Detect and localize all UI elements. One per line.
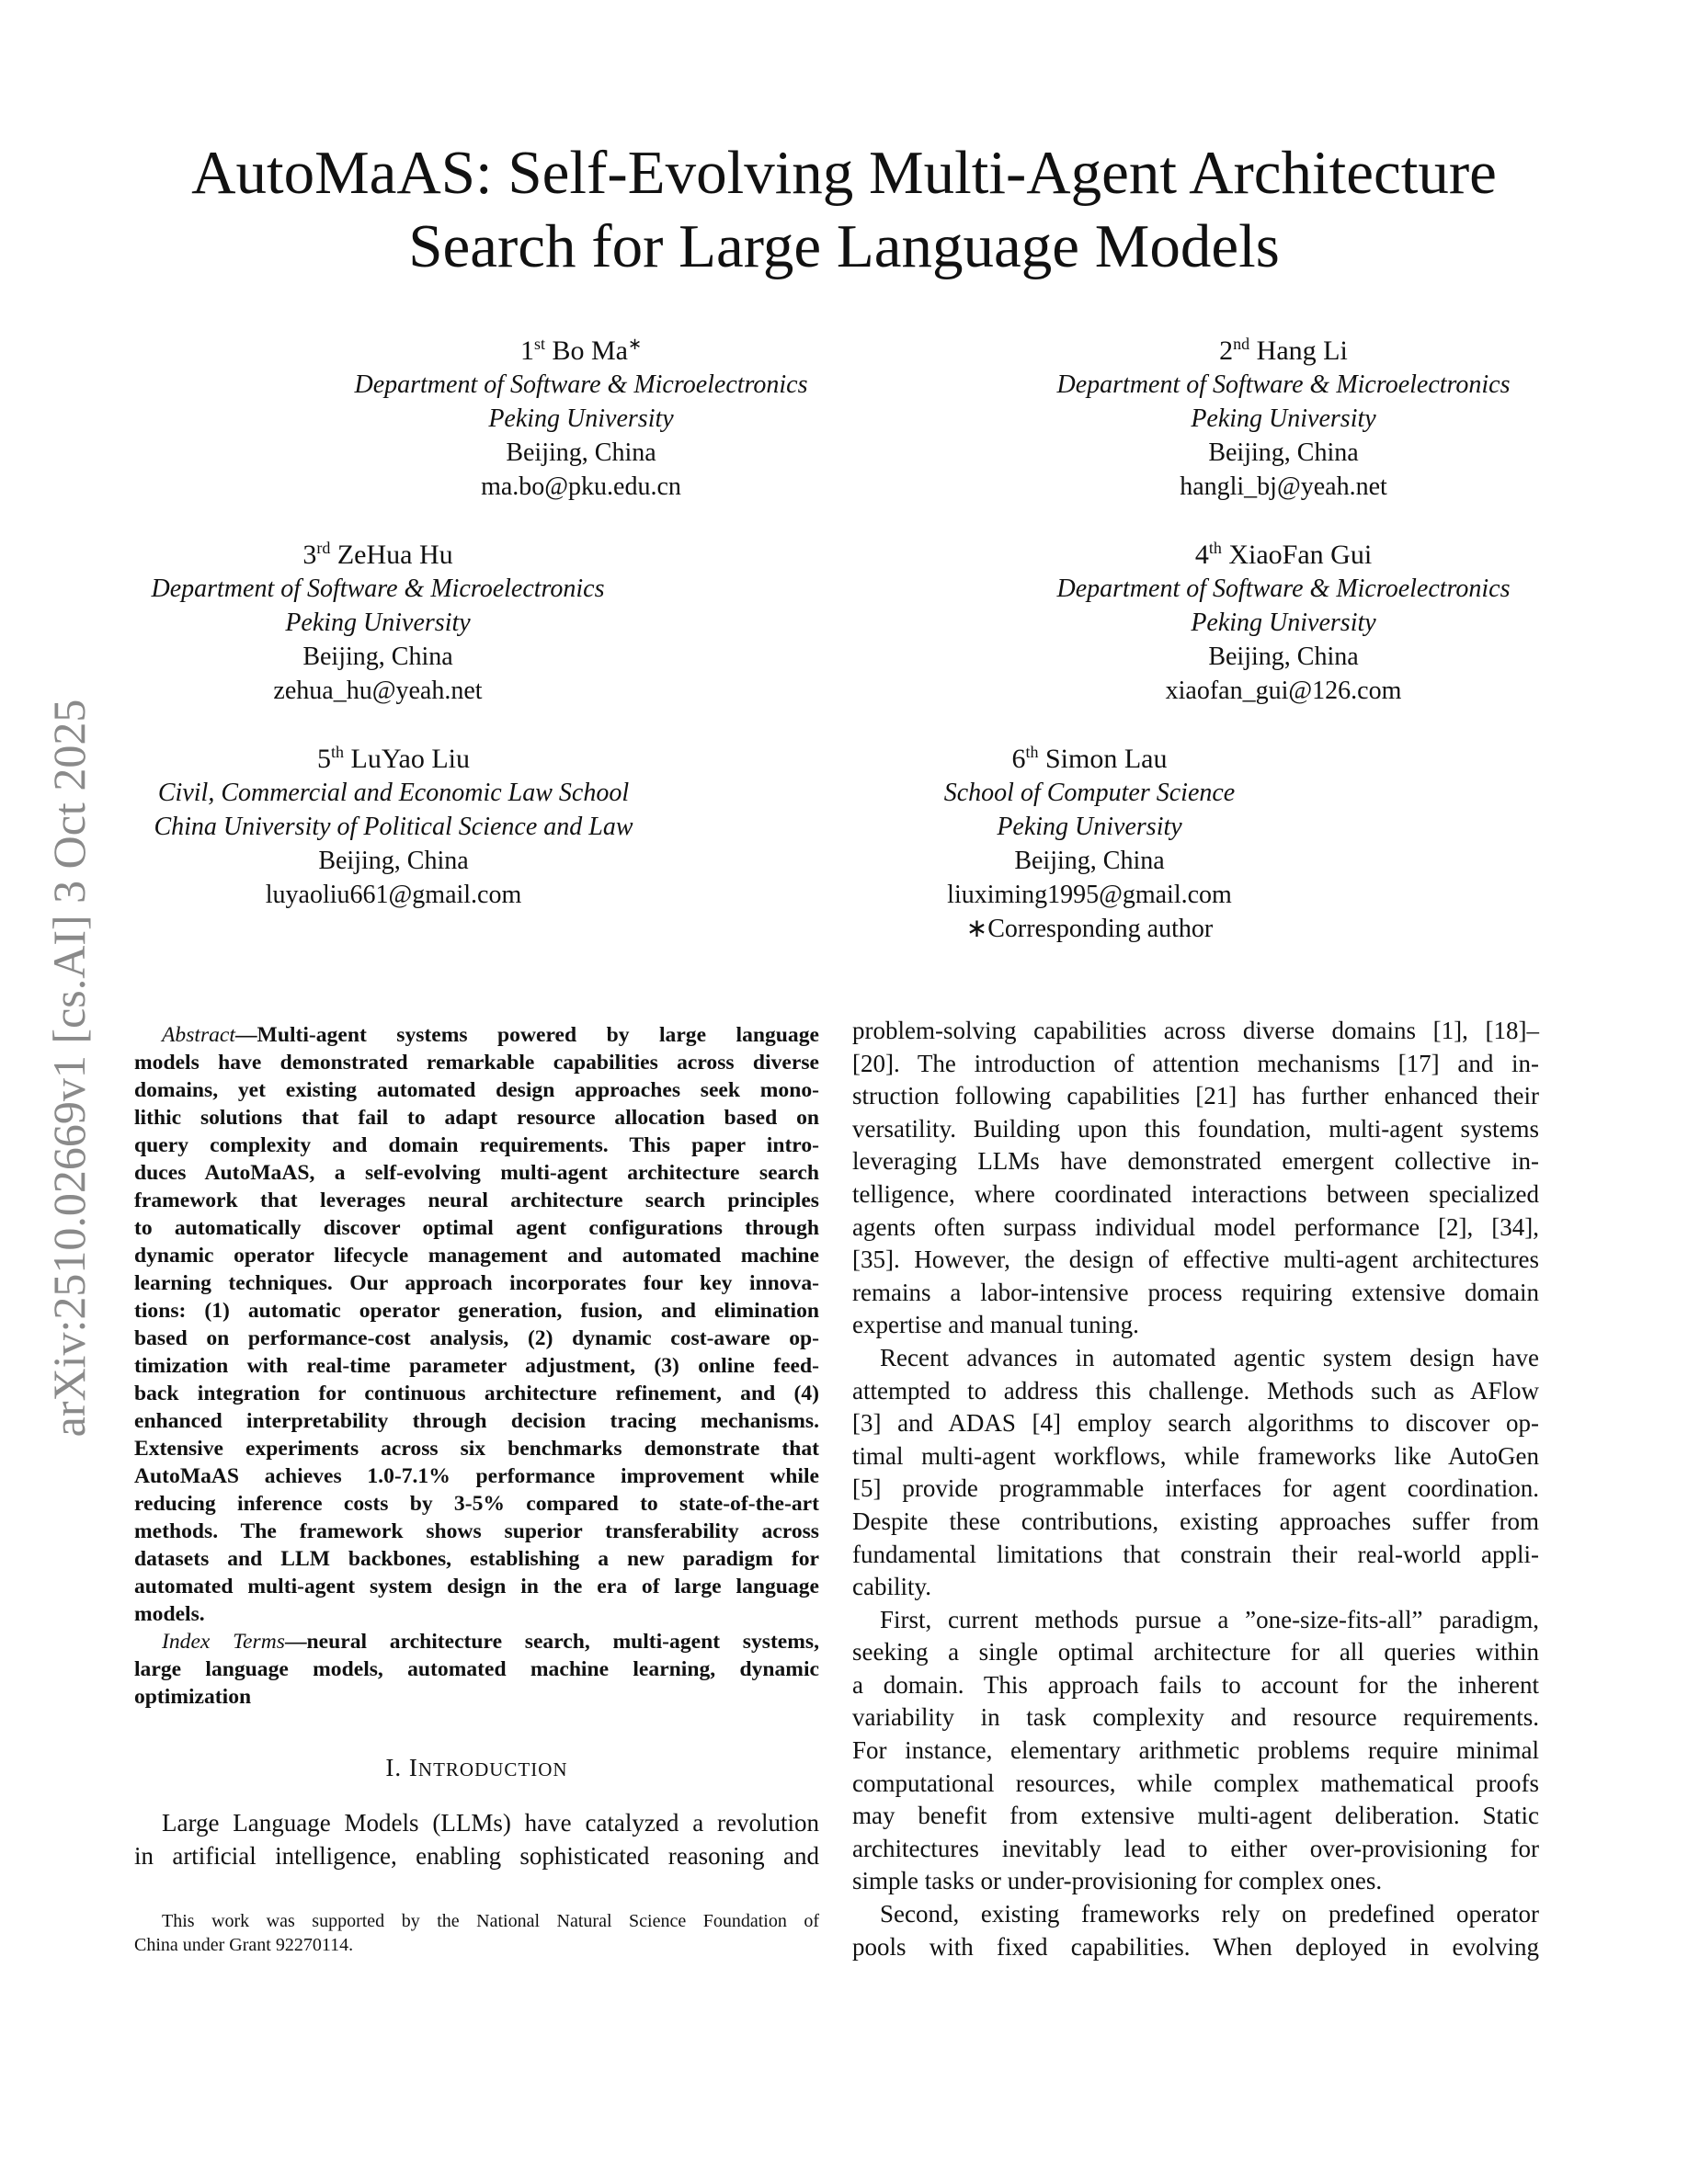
author-ordinal: 4: [1194, 540, 1209, 570]
text-line: [134, 1600, 819, 1628]
text-line: [852, 1048, 1539, 1081]
line-text: [20]. The introduction of attention mechanisms [17] and in-: [852, 1049, 1539, 1077]
author-location: Beijing, China: [1014, 847, 1165, 875]
line-text: domains, yet existing automated design approaches seek mono-: [134, 1078, 819, 1102]
author-ordinal-suffix: nd: [1233, 335, 1250, 353]
text-line: [134, 1407, 819, 1435]
line-text: Recent advances in automated agentic system design have: [880, 1343, 1539, 1371]
text-line: [134, 1104, 819, 1132]
text-line: [852, 1636, 1539, 1669]
line-text: methods. The framework shows superior transferability across: [134, 1519, 819, 1543]
text-line: [134, 1909, 819, 1933]
line-text: remains a labor-intensive process requiring extensive domain: [852, 1278, 1539, 1306]
author-ordinal-suffix: th: [331, 743, 345, 761]
line-text: leveraging LLMs have demonstrated emergent collective in-: [852, 1147, 1539, 1176]
line-text: expertise and manual tuning.: [852, 1311, 1139, 1339]
text-line: [852, 1080, 1539, 1113]
author-card: [795, 735, 1384, 946]
author-name-text: ZeHua Hu: [336, 540, 453, 570]
line-text: First, current methods pursue a ”one-size-fits-all” paradigm,: [880, 1605, 1539, 1633]
text-line: [852, 1735, 1539, 1768]
text-line: [852, 1865, 1539, 1898]
text-line: [852, 1701, 1539, 1735]
text-line: [134, 1933, 819, 1957]
author-card: [99, 735, 688, 912]
author-card: [287, 327, 875, 504]
line-text: variability in task complexity and resource requirements.: [852, 1703, 1539, 1732]
text-line: [134, 1545, 819, 1573]
line-text: models.: [134, 1602, 205, 1626]
text-line: [852, 1898, 1539, 1931]
section-title-rest: NTRODUCTION: [417, 1758, 568, 1780]
line-text: to automatically discover optimal agent configurations through: [134, 1216, 819, 1240]
line-text: models have demonstrated remarkable capabilities across diverse: [134, 1051, 819, 1075]
author-institution: Peking University: [488, 404, 674, 433]
author-department: Department of Software & Microelectronics: [1056, 370, 1511, 399]
line-text: Extensive experiments across six benchmarks demonstrate that: [134, 1437, 819, 1461]
author-ordinal: 5: [317, 744, 331, 774]
text-line: [134, 1435, 819, 1462]
author-institution: Peking University: [285, 609, 471, 637]
line-text: Second, existing frameworks rely on predefined operator: [880, 1900, 1539, 1928]
text-line: [852, 1113, 1539, 1146]
text-line: [852, 1931, 1539, 1964]
text-line: [852, 1277, 1539, 1310]
author-ordinal-suffix: st: [533, 335, 545, 353]
line-text: simple tasks or under-provisioning for complex ones.: [852, 1867, 1383, 1895]
author-email: xiaofan_gui@126.com: [1165, 677, 1402, 705]
line-text: learning techniques. Our approach incorporates four key innova-: [134, 1271, 819, 1295]
author-card: [84, 531, 672, 708]
author-location: Beijing, China: [1208, 438, 1359, 467]
author-name: [989, 327, 1578, 368]
text-line: [134, 1297, 819, 1325]
author-department: Department of Software & Microelectronics: [151, 574, 605, 603]
text-line: [134, 1628, 819, 1655]
text-line: [134, 1518, 819, 1545]
line-text: China under Grant 92270114.: [134, 1935, 354, 1955]
text-line: [134, 1325, 819, 1352]
line-text: struction following capabilities [21] has further enhanced their: [852, 1082, 1539, 1110]
line-text: —Multi-agent systems powered by large language: [234, 1023, 819, 1047]
arxiv-stamp: arXiv:2510.02669v1 [cs.AI] 3 Oct 2025: [43, 699, 95, 1438]
line-text: [3] and ADAS [4] employ search algorithms to discover op-: [852, 1409, 1539, 1438]
line-text: timization with real-time parameter adjustment, (3) online feed-: [134, 1354, 819, 1378]
text-line: [852, 1539, 1539, 1572]
line-text: problem-solving capabilities across diverse domains [1], [18]–: [852, 1017, 1539, 1044]
text-line: [134, 1352, 819, 1380]
line-text: attempted to address this challenge. Methods such as AFlow: [852, 1376, 1539, 1405]
text-line: [852, 1375, 1539, 1408]
author-ordinal-suffix: th: [1208, 539, 1222, 557]
text-line: [134, 1462, 819, 1490]
author-ordinal-suffix: th: [1025, 743, 1039, 761]
text-line: [852, 1015, 1539, 1048]
author-department: School of Computer Science: [943, 779, 1236, 807]
paragraph: [852, 1015, 1539, 1342]
text-line: [134, 1683, 819, 1711]
author-location: Beijing, China: [318, 847, 469, 875]
text-line: [134, 1214, 819, 1242]
line-text: —neural architecture search, multi-agent systems,: [284, 1630, 820, 1654]
line-text: This work was supported by the National Natural Science Foundation of: [162, 1911, 819, 1931]
text-line: [852, 1800, 1539, 1833]
text-line: [134, 1187, 819, 1214]
paragraph: [852, 1342, 1539, 1604]
text-line: [852, 1145, 1539, 1178]
footnote: [134, 1909, 819, 1957]
line-text: datasets and LLM backbones, establishing a new paradigm for: [134, 1547, 819, 1571]
author-email: hangli_bj@yeah.net: [1180, 472, 1387, 501]
author-name-text: LuYao Liu: [350, 744, 470, 774]
line-text: reducing inference costs by 3-5% compared to state-of-the-art: [134, 1492, 819, 1516]
line-text: duces AutoMaAS, a self-evolving multi-agent architecture search: [134, 1161, 819, 1185]
text-line: [134, 1159, 819, 1187]
text-line: [852, 1244, 1539, 1277]
line-text: back integration for continuous architecture refinement, and (4): [134, 1382, 819, 1405]
line-text: based on performance-cost analysis, (2) dynamic cost-aware op-: [134, 1326, 819, 1350]
right-column: [852, 1015, 1539, 1963]
text-line: [134, 1807, 819, 1840]
text-line: [852, 1833, 1539, 1866]
text-line: [852, 1211, 1539, 1245]
line-text: tions: (1) automatic operator generation, fusion, and elimination: [134, 1299, 819, 1323]
text-line: [852, 1178, 1539, 1211]
line-text: computational resources, while complex mathematical proofs: [852, 1769, 1539, 1797]
abstract: [134, 1021, 819, 1711]
line-text: Despite these contributions, existing approaches suffer from: [852, 1507, 1539, 1535]
text-line: [134, 1490, 819, 1518]
author-institution: China University of Political Science and Law: [154, 813, 633, 841]
line-text: pools with fixed capabilities. When deployed in evolving: [852, 1932, 1539, 1961]
author-ordinal: 2: [1219, 336, 1234, 366]
text-line: [134, 1076, 819, 1104]
text-line: [852, 1342, 1539, 1375]
author-name-text: XiaoFan Gui: [1228, 540, 1373, 570]
line-text: automated multi-agent system design in the era of large language: [134, 1575, 819, 1598]
text-line: [852, 1407, 1539, 1440]
corresponding-note: ∗Corresponding author: [965, 915, 1214, 943]
paragraph: [852, 1898, 1539, 1963]
author-name-text: Simon Lau: [1045, 744, 1168, 774]
text-line: [134, 1021, 819, 1049]
line-text: optimization: [134, 1685, 252, 1709]
author-name: [84, 531, 672, 572]
text-line: [134, 1573, 819, 1600]
text-line: [134, 1380, 819, 1407]
text-line: [852, 1506, 1539, 1539]
text-line: [852, 1309, 1539, 1342]
text-line: [852, 1473, 1539, 1506]
author-department: Department of Software & Microelectronics: [354, 370, 808, 399]
paragraph: [852, 1604, 1539, 1898]
line-text: Large Language Models (LLMs) have catalyzed a revolution: [162, 1809, 819, 1837]
text-line: [852, 1571, 1539, 1604]
lead-term: Abstract: [162, 1023, 235, 1047]
text-line: [134, 1132, 819, 1159]
lead-term: Index Terms: [162, 1630, 285, 1654]
line-text: timal multi-agent workflows, while frameworks like AutoGen: [852, 1441, 1539, 1470]
line-text: query complexity and domain requirements. This paper intro-: [134, 1133, 819, 1157]
line-text: [5] provide programmable interfaces for agent coordination.: [852, 1474, 1539, 1503]
author-email: luyaoliu661@gmail.com: [265, 881, 522, 909]
line-text: enhanced interpretability through decision tracing mechanisms.: [134, 1409, 819, 1433]
author-institution: Peking University: [1191, 404, 1376, 433]
author-ordinal: 1: [519, 336, 534, 366]
author-name: [287, 327, 875, 368]
text-line: [134, 1655, 819, 1683]
author-ordinal-suffix: rd: [316, 539, 331, 557]
line-text: a domain. This approach fails to account for the inherent: [852, 1670, 1539, 1699]
author-institution: Peking University: [997, 813, 1182, 841]
line-text: dynamic operator lifecycle management and automated machine: [134, 1244, 819, 1268]
author-card: [989, 327, 1578, 504]
title-line: AutoMaAS: Self-Evolving Multi-Agent Architecture: [191, 139, 1497, 207]
author-ordinal: 6: [1011, 744, 1026, 774]
corresponding-mark: ∗: [627, 335, 643, 353]
author-name: [795, 735, 1384, 776]
author-ordinal: 3: [302, 540, 317, 570]
author-name: [99, 735, 688, 776]
text-line: [852, 1604, 1539, 1637]
section-numeral: I.: [385, 1754, 409, 1781]
author-department: Civil, Commercial and Economic Law School: [157, 779, 630, 807]
line-text: may benefit from extensive multi-agent deliberation. Static: [852, 1802, 1539, 1830]
author-card: [989, 531, 1578, 708]
author-department: Department of Software & Microelectronics: [1056, 574, 1511, 603]
line-text: [35]. However, the design of effective multi-agent architectures: [852, 1246, 1539, 1274]
line-text: cability.: [852, 1573, 931, 1601]
paper-title: [0, 136, 1688, 283]
title-line: Search for Large Language Models: [408, 212, 1280, 280]
line-text: versatility. Building upon this foundation, multi-agent systems: [852, 1114, 1539, 1143]
author-email: zehua_hu@yeah.net: [273, 677, 483, 705]
line-text: agents often surpass individual model performance [2], [34],: [852, 1212, 1539, 1241]
author-location: Beijing, China: [1208, 643, 1359, 671]
line-text: telligence, where coordinated interactions between specialized: [852, 1179, 1539, 1208]
text-line: [852, 1440, 1539, 1473]
author-location: Beijing, China: [506, 438, 656, 467]
line-text: For instance, elementary arithmetic problems require minimal: [852, 1736, 1539, 1765]
text-line: [852, 1669, 1539, 1702]
author-location: Beijing, China: [302, 643, 453, 671]
intro-paragraph: [134, 1807, 819, 1872]
text-line: [134, 1269, 819, 1297]
text-line: [134, 1840, 819, 1873]
section-heading-introduction: [134, 1754, 819, 1782]
author-institution: Peking University: [1191, 609, 1376, 637]
author-name-text: Hang Li: [1256, 336, 1348, 366]
line-text: in artificial intelligence, enabling sophisticated reasoning and: [134, 1841, 819, 1870]
line-text: framework that leverages neural architecture search principles: [134, 1189, 819, 1212]
text-line: [134, 1049, 819, 1076]
line-text: fundamental limitations that constrain their real-world appli-: [852, 1540, 1539, 1568]
author-email: ma.bo@pku.edu.cn: [481, 472, 681, 501]
author-name: [989, 531, 1578, 572]
line-text: large language models, automated machine learning, dynamic: [134, 1657, 819, 1681]
line-text: lithic solutions that fail to adapt resource allocation based on: [134, 1106, 819, 1130]
author-name-text: Bo Ma: [552, 336, 628, 366]
text-line: [852, 1768, 1539, 1801]
line-text: architectures inevitably lead to either over-provisioning for: [852, 1834, 1539, 1862]
line-text: seeking a single optimal architecture for all queries within: [852, 1638, 1539, 1666]
author-email: liuximing1995@gmail.com: [947, 881, 1232, 909]
text-line: [134, 1242, 819, 1269]
section-title-initial: I: [408, 1754, 418, 1781]
line-text: AutoMaAS achieves 1.0-7.1% performance improvement while: [134, 1464, 819, 1488]
